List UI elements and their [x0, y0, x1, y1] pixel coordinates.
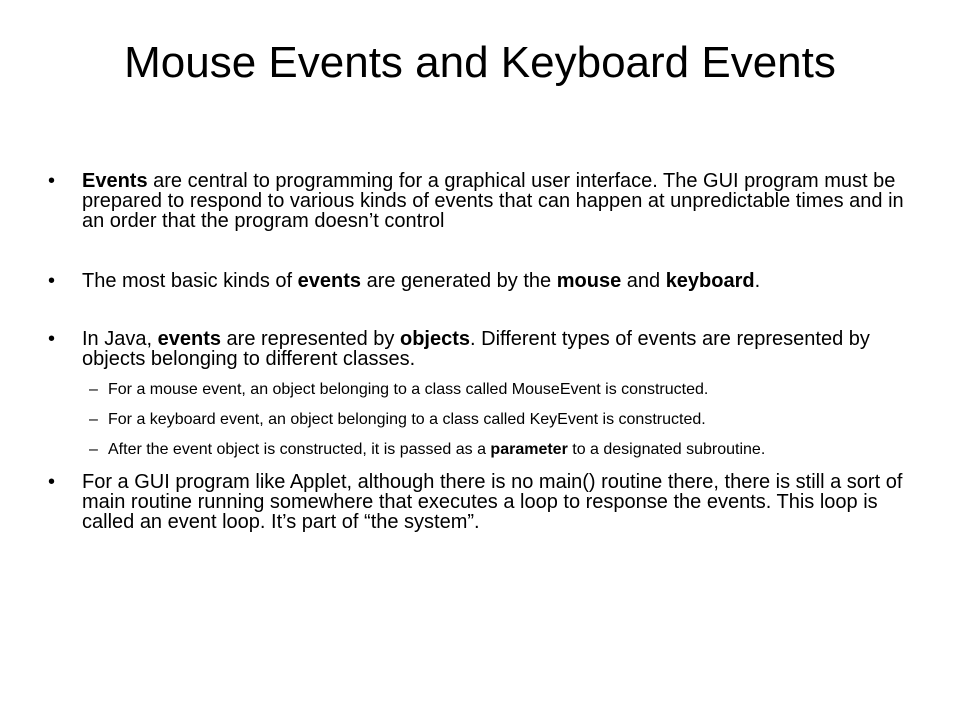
bullet-bold-term: mouse [556, 270, 622, 292]
bullet-bold-term: events [297, 270, 362, 292]
bullet-bold-term: events [157, 328, 221, 350]
sub-marker: – [89, 441, 98, 458]
bullet-bold-term: objects [399, 328, 471, 350]
bullet-text: In Java, [82, 328, 158, 350]
bullet-item-basic-kinds [48, 271, 908, 291]
sub-item-key-event [48, 411, 908, 428]
bullet-marker: • [48, 270, 56, 292]
sub-text: For a mouse event, an object belonging to a class called MouseEvent is constructed. [108, 381, 709, 398]
bullet-bold-term: Events [82, 170, 148, 192]
bullet-text: are central to programming for a graphical user interface. The GUI program must be prepared to respond to various kinds of events that can happen at unpredictable times and in an order that the program doesn’t control [82, 170, 904, 232]
slide-title: Mouse Events and Keyboard Events [124, 38, 836, 87]
bullet-item-event-loop [48, 472, 908, 532]
bullet-marker: • [48, 471, 56, 493]
bullet-text: . [754, 270, 761, 292]
bullet-item-events [48, 171, 908, 231]
bullet-text: The most basic kinds of [82, 270, 298, 292]
slide-body [48, 171, 908, 532]
sub-marker: – [89, 411, 98, 428]
sub-item-mouse-event [48, 381, 908, 398]
sub-text: For a keyboard event, an object belonging to a class called KeyEvent is constructed. [108, 411, 706, 428]
bullet-text: are represented by [220, 328, 400, 350]
sub-bold-term: parameter [490, 441, 568, 458]
bullet-text: and [621, 270, 666, 292]
bullet-marker: • [48, 328, 56, 350]
sub-text: After the event object is constructed, it is passed as a [108, 441, 491, 458]
sub-item-parameter [48, 441, 908, 458]
bullet-bold-term: keyboard [665, 270, 755, 292]
sub-marker: – [89, 381, 98, 398]
bullet-marker: • [48, 170, 56, 192]
bullet-text: . Different types of events are represented by objects belonging to different classes. [82, 328, 870, 370]
bullet-text: For a GUI program like Applet, although there is no main() routine there, there is still a sort of main routine running somewhere that executes a loop to response the events. This loop is called an event loop. It’s part of “the system”. [82, 471, 903, 533]
bullet-item-java-objects [48, 329, 908, 369]
bullet-text: are generated by the [361, 270, 557, 292]
sub-text: to a designated subroutine. [567, 441, 766, 458]
